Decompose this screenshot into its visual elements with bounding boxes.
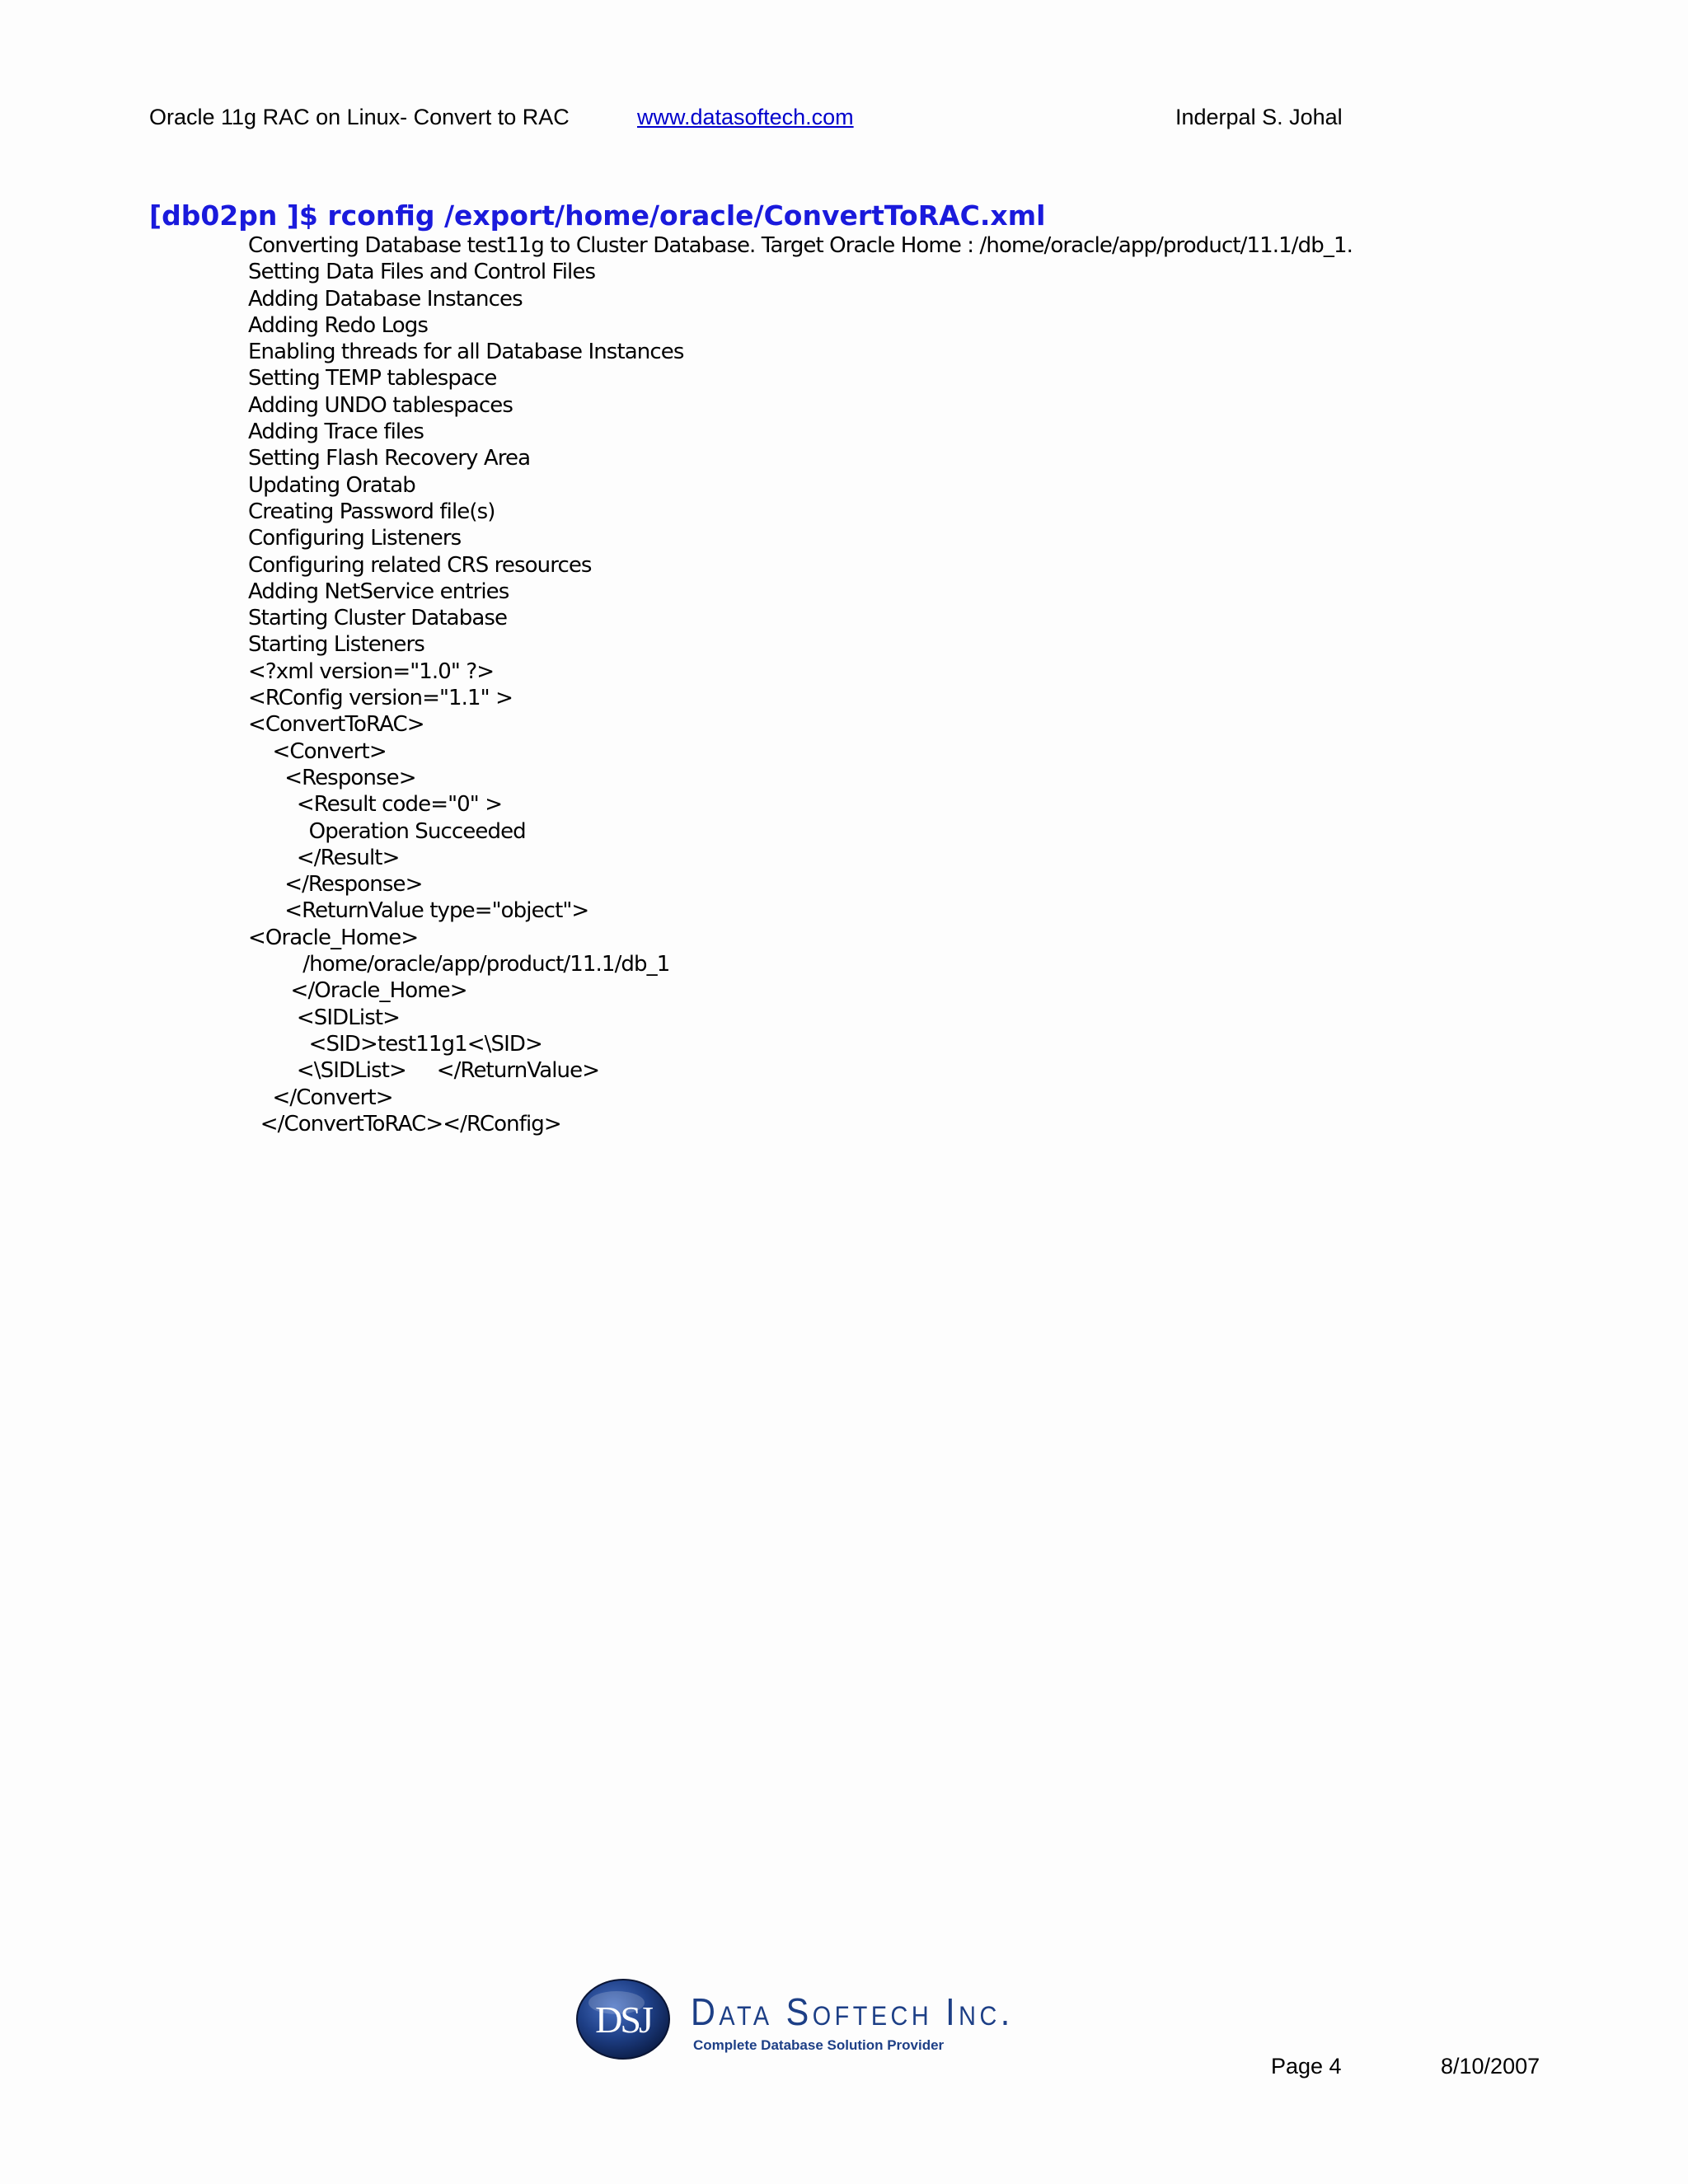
output-line: Converting Database test11g to Cluster Database. Target Oracle Home : /home/oracle/app/product/11.1/db_1.: [248, 233, 1353, 258]
output-line: Setting Data Files and Control Files: [248, 260, 596, 285]
output-line: <Convert>: [248, 738, 387, 764]
output-line: Configuring Listeners: [248, 526, 462, 551]
header-link[interactable]: www.datasoftech.com: [637, 105, 854, 129]
output-line: /home/oracle/app/product/11.1/db_1: [248, 952, 670, 977]
output-line: Starting Listeners: [248, 632, 424, 658]
output-line: Configuring related CRS resources: [248, 552, 592, 578]
command-line: [db02pn ]$ rconfig /export/home/oracle/ConvertToRAC.xml: [149, 199, 1046, 232]
page-date: 8/10/2007: [1441, 2054, 1540, 2079]
output-line: <SID>test11g1<\SID>: [248, 1031, 542, 1057]
header-title: Oracle 11g RAC on Linux- Convert to RAC: [149, 105, 570, 129]
output-line: Starting Cluster Database: [248, 606, 508, 631]
output-line: <?xml version="1.0" ?>: [248, 658, 495, 684]
output-line: <Result code="0" >: [248, 792, 503, 818]
output-line: <Oracle_Home>: [248, 925, 419, 950]
output-line: Adding Redo Logs: [248, 312, 428, 338]
output-line: Setting TEMP tablespace: [248, 366, 497, 391]
logo-tagline: Complete Database Solution Provider: [693, 2037, 945, 2053]
output-line: <SIDList>: [248, 1005, 401, 1030]
header-author: Inderpal S. Johal: [1175, 105, 1343, 129]
output-line: </Oracle_Home>: [248, 978, 467, 1004]
output-line: </ConvertToRAC></RConfig>: [248, 1111, 561, 1137]
output-line: Enabling threads for all Database Instances: [248, 340, 684, 365]
page-number: Page 4: [1271, 2054, 1342, 2079]
output-line: Creating Password file(s): [248, 499, 495, 524]
output-line: Adding Trace files: [248, 419, 424, 445]
dsj-logo-icon: [575, 1978, 671, 2060]
company-logo: [575, 1976, 1014, 2065]
output-line: </Convert>: [248, 1085, 393, 1110]
output-line: <RConfig version="1.1" >: [248, 686, 513, 711]
logo-monogram: DSJ: [595, 1999, 651, 2041]
output-line: Updating Oratab: [248, 472, 415, 498]
output-line: </Response>: [248, 872, 423, 898]
output-line: Operation Succeeded: [248, 818, 526, 844]
command-output: [248, 232, 1353, 1137]
output-line: Setting Flash Recovery Area: [248, 446, 531, 471]
output-line: <\SIDList> </ReturnValue>: [248, 1058, 600, 1084]
output-line: <Response>: [248, 765, 416, 790]
logo-company-name: Data Softech Inc.: [691, 1990, 1014, 2033]
output-line: Adding NetService entries: [248, 579, 509, 604]
output-line: Adding Database Instances: [248, 286, 523, 312]
output-line: <ConvertToRAC>: [248, 712, 424, 738]
output-line: <ReturnValue type="object">: [248, 898, 589, 924]
output-line: </Result>: [248, 845, 400, 870]
output-line: Adding UNDO tablespaces: [248, 392, 513, 418]
